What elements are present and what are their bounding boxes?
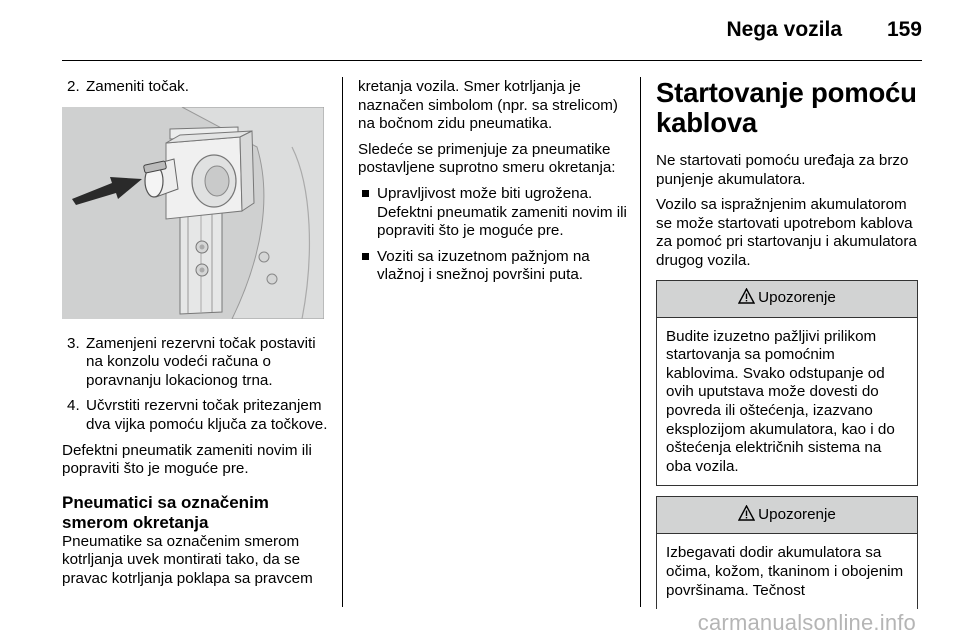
bullet-item [358,185,628,241]
step-number: 3. [67,334,80,352]
section-subheading: Pneumatici sa označenim smerom okretanja [62,492,269,532]
warning-header [657,497,917,534]
bullet-text: Upravljivost može biti ugrožena. Defektni pneumatik zameniti novim ili popraviti što je moguće pre. [377,184,627,240]
step-text: Učvrstiti rezervni točak pritezanjem dva vijka pomoću ključa za točkove. [86,397,328,433]
step-text: Zameniti točak. [86,78,189,95]
page-number: 159 [886,18,922,41]
page-header [0,0,960,60]
step-number: 2. [67,78,80,95]
warning-body: Budite izuzetno pažljivi prilikom startovanja sa pomoćnim kablovima. Svako odstupanje od ovih uputstava može dovesti do povreda ili oštećenja, izazvano eksplozijom akumulatora, kao i do oštećenja električnih sistema na oba vozila. [666,327,895,475]
paragraph: Pneumatike sa označenim smerom kotrljanja uvek montirati tako, da se pravac kotrljanja poklapa sa pravcem [62,532,313,587]
step-item [62,335,328,391]
step-item [62,78,328,97]
step-item [62,397,328,434]
step-text: Zamenjeni rezervni točak postaviti na konzolu vodeći računa o poravnanju lokacionog trna. [86,334,316,389]
bullet-square-icon [362,190,369,197]
spare-wheel-illustration [62,107,324,319]
warning-box [656,496,918,609]
column-1 [62,78,328,589]
warning-body: Izbegavati dodir akumulatora sa očima, kožom, tkaninom i obojenim površinama. Tečnost [666,544,904,599]
paragraph: Defektni pneumatik zameniti novim ili popraviti što je moguće pre. [62,441,312,478]
spare-wheel-bracket-drawing [62,107,324,319]
bullet-text: Voziti sa izuzetnom pažnjom na vlažnoj i snežnoj površini puta. [377,247,590,284]
bullet-item [358,248,628,285]
bullet-square-icon [362,253,369,260]
section-heading: Startovanje pomoću kablova [656,77,917,138]
section-title: Nega vozila [726,18,842,41]
column-divider-right [640,77,641,607]
header-rule [62,60,922,61]
column-2 [358,78,628,292]
warning-title: Upozorenje [758,506,836,524]
column-3 [656,78,920,609]
warning-triangle-icon [738,505,755,527]
paragraph: kretanja vozila. Smer kotrljanja je naznačen simbolom (npr. sa strelicom) na bočnom zidu pneumatika. [358,78,618,133]
paragraph: Sledeće se primenjuje za pneumatike postavljene suprotno smeru okretanja: [358,140,616,177]
paragraph: Vozilo sa ispražnjenim akumulatorom se može startovati upotrebom kablova za pomoć pri startovanju i akumulatora drugog vozila. [656,196,917,269]
paragraph: Ne startovati pomoću uređaja za brzo punjenje akumulatora. [656,152,909,188]
step-number: 4. [67,397,80,415]
warning-triangle-icon [738,288,755,310]
watermark-text: carmanualsonline.info [697,610,916,635]
column-divider-left [342,77,343,607]
warning-title: Upozorenje [758,289,836,307]
warning-header [657,281,917,318]
warning-box [656,280,918,487]
